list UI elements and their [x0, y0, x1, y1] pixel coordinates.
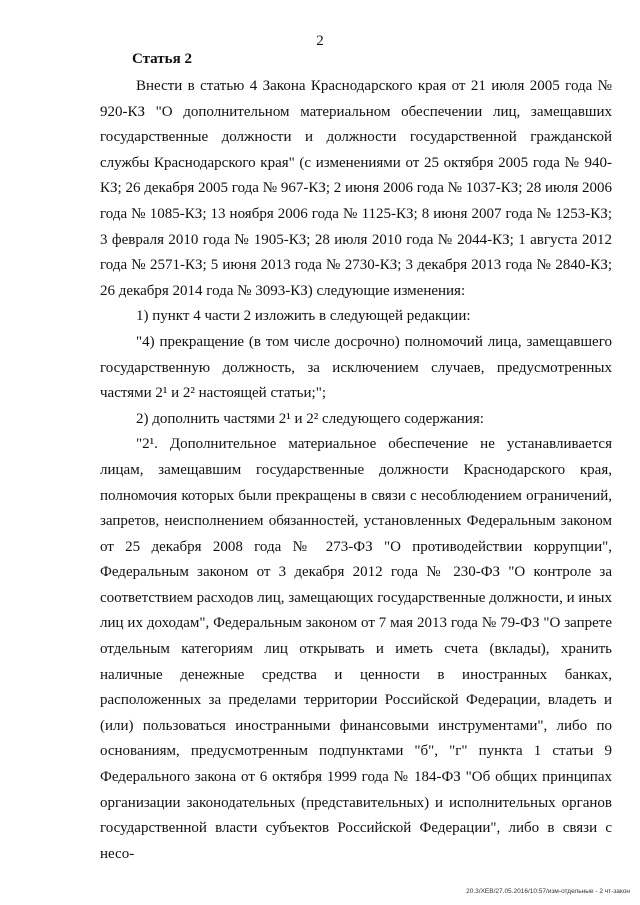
paragraph-item-1: 1) пункт 4 части 2 изложить в следующей редакции:	[136, 308, 471, 325]
paragraph-item-1-text: "4) прекращение (в том числе досрочно) полномочий лица, замещавшего государственную должность, за исключением случаев, предусмотренных частями 2¹ и 2² настоящей статьи;";	[100, 333, 612, 402]
page-number: 2	[316, 33, 324, 49]
document-body	[100, 74, 612, 867]
paragraph-item-2: 2) дополнить частями 2¹ и 2² следующего содержания:	[136, 410, 484, 427]
article-heading: Статья 2	[132, 51, 192, 67]
paragraph-part-2-1: "2¹. Дополнительное материальное обеспечение не устанавливается лицам, замещавшим государственные должности Краснодарского края, полномочия которых были прекращены в связи с несоблюдением ограничений, запретов, неисполнением обязанностей, установленных Федеральным законом от 25 декабря 2008 года № 273-ФЗ "О противодействии коррупции", Федеральным законом от 3 декабря 2012 года № 230-ФЗ "О контроле за соответствием расходов лиц, замещающих государственные должности, и иных лиц их доходам", Федеральным законом от 7 мая 2013 года № 79-ФЗ "О запрете отдельным категориям лиц открывать и иметь счета (вклады), хранить наличные денежные средства и ценности в иностранных банках, расположенных за пределами территории Российской Федерации, владеть и (или) пользоваться иностранными финансовыми инструментами", либо по основаниям, предусмотренным подпунктами "б", "г" пункта 1 статьи 9 Федерального закона от 6 октября 1999 года № 184-ФЗ "Об общих принципах организации законодательных (представительных) и исполнительных органов государственной власти субъектов Российской Федерации", либо в связи с несо-	[100, 436, 612, 862]
document-footer-code: 20.3/ХЕВ/27.05.2016/10:57/изм-отдельные - 2 чт-закон	[466, 888, 630, 895]
paragraph-intro: Внести в статью 4 Закона Краснодарского края от 21 июля 2005 года № 920-КЗ "О дополнительном материальном обеспечении лиц, замещавших государственные должности и должности государственной гражданской службы Краснодарского края" (с изменениями от 25 октября 2005 года № 940-КЗ; 26 декабря 2005 года № 967-КЗ; 2 июня 2006 года № 1037-КЗ; 28 июля 2006 года № 1085-КЗ; 13 ноября 2006 года № 1125-КЗ; 8 июня 2007 года № 1253-КЗ; 3 февраля 2010 года № 1905-КЗ; 28 июля 2010 года № 2044-КЗ; 1 августа 2012 года № 2571-КЗ; 5 июня 2013 года № 2730-КЗ; 3 декабря 2013 года № 2840-КЗ; 26 декабря 2014 года № 3093-КЗ) следующие изменения:	[100, 78, 612, 299]
